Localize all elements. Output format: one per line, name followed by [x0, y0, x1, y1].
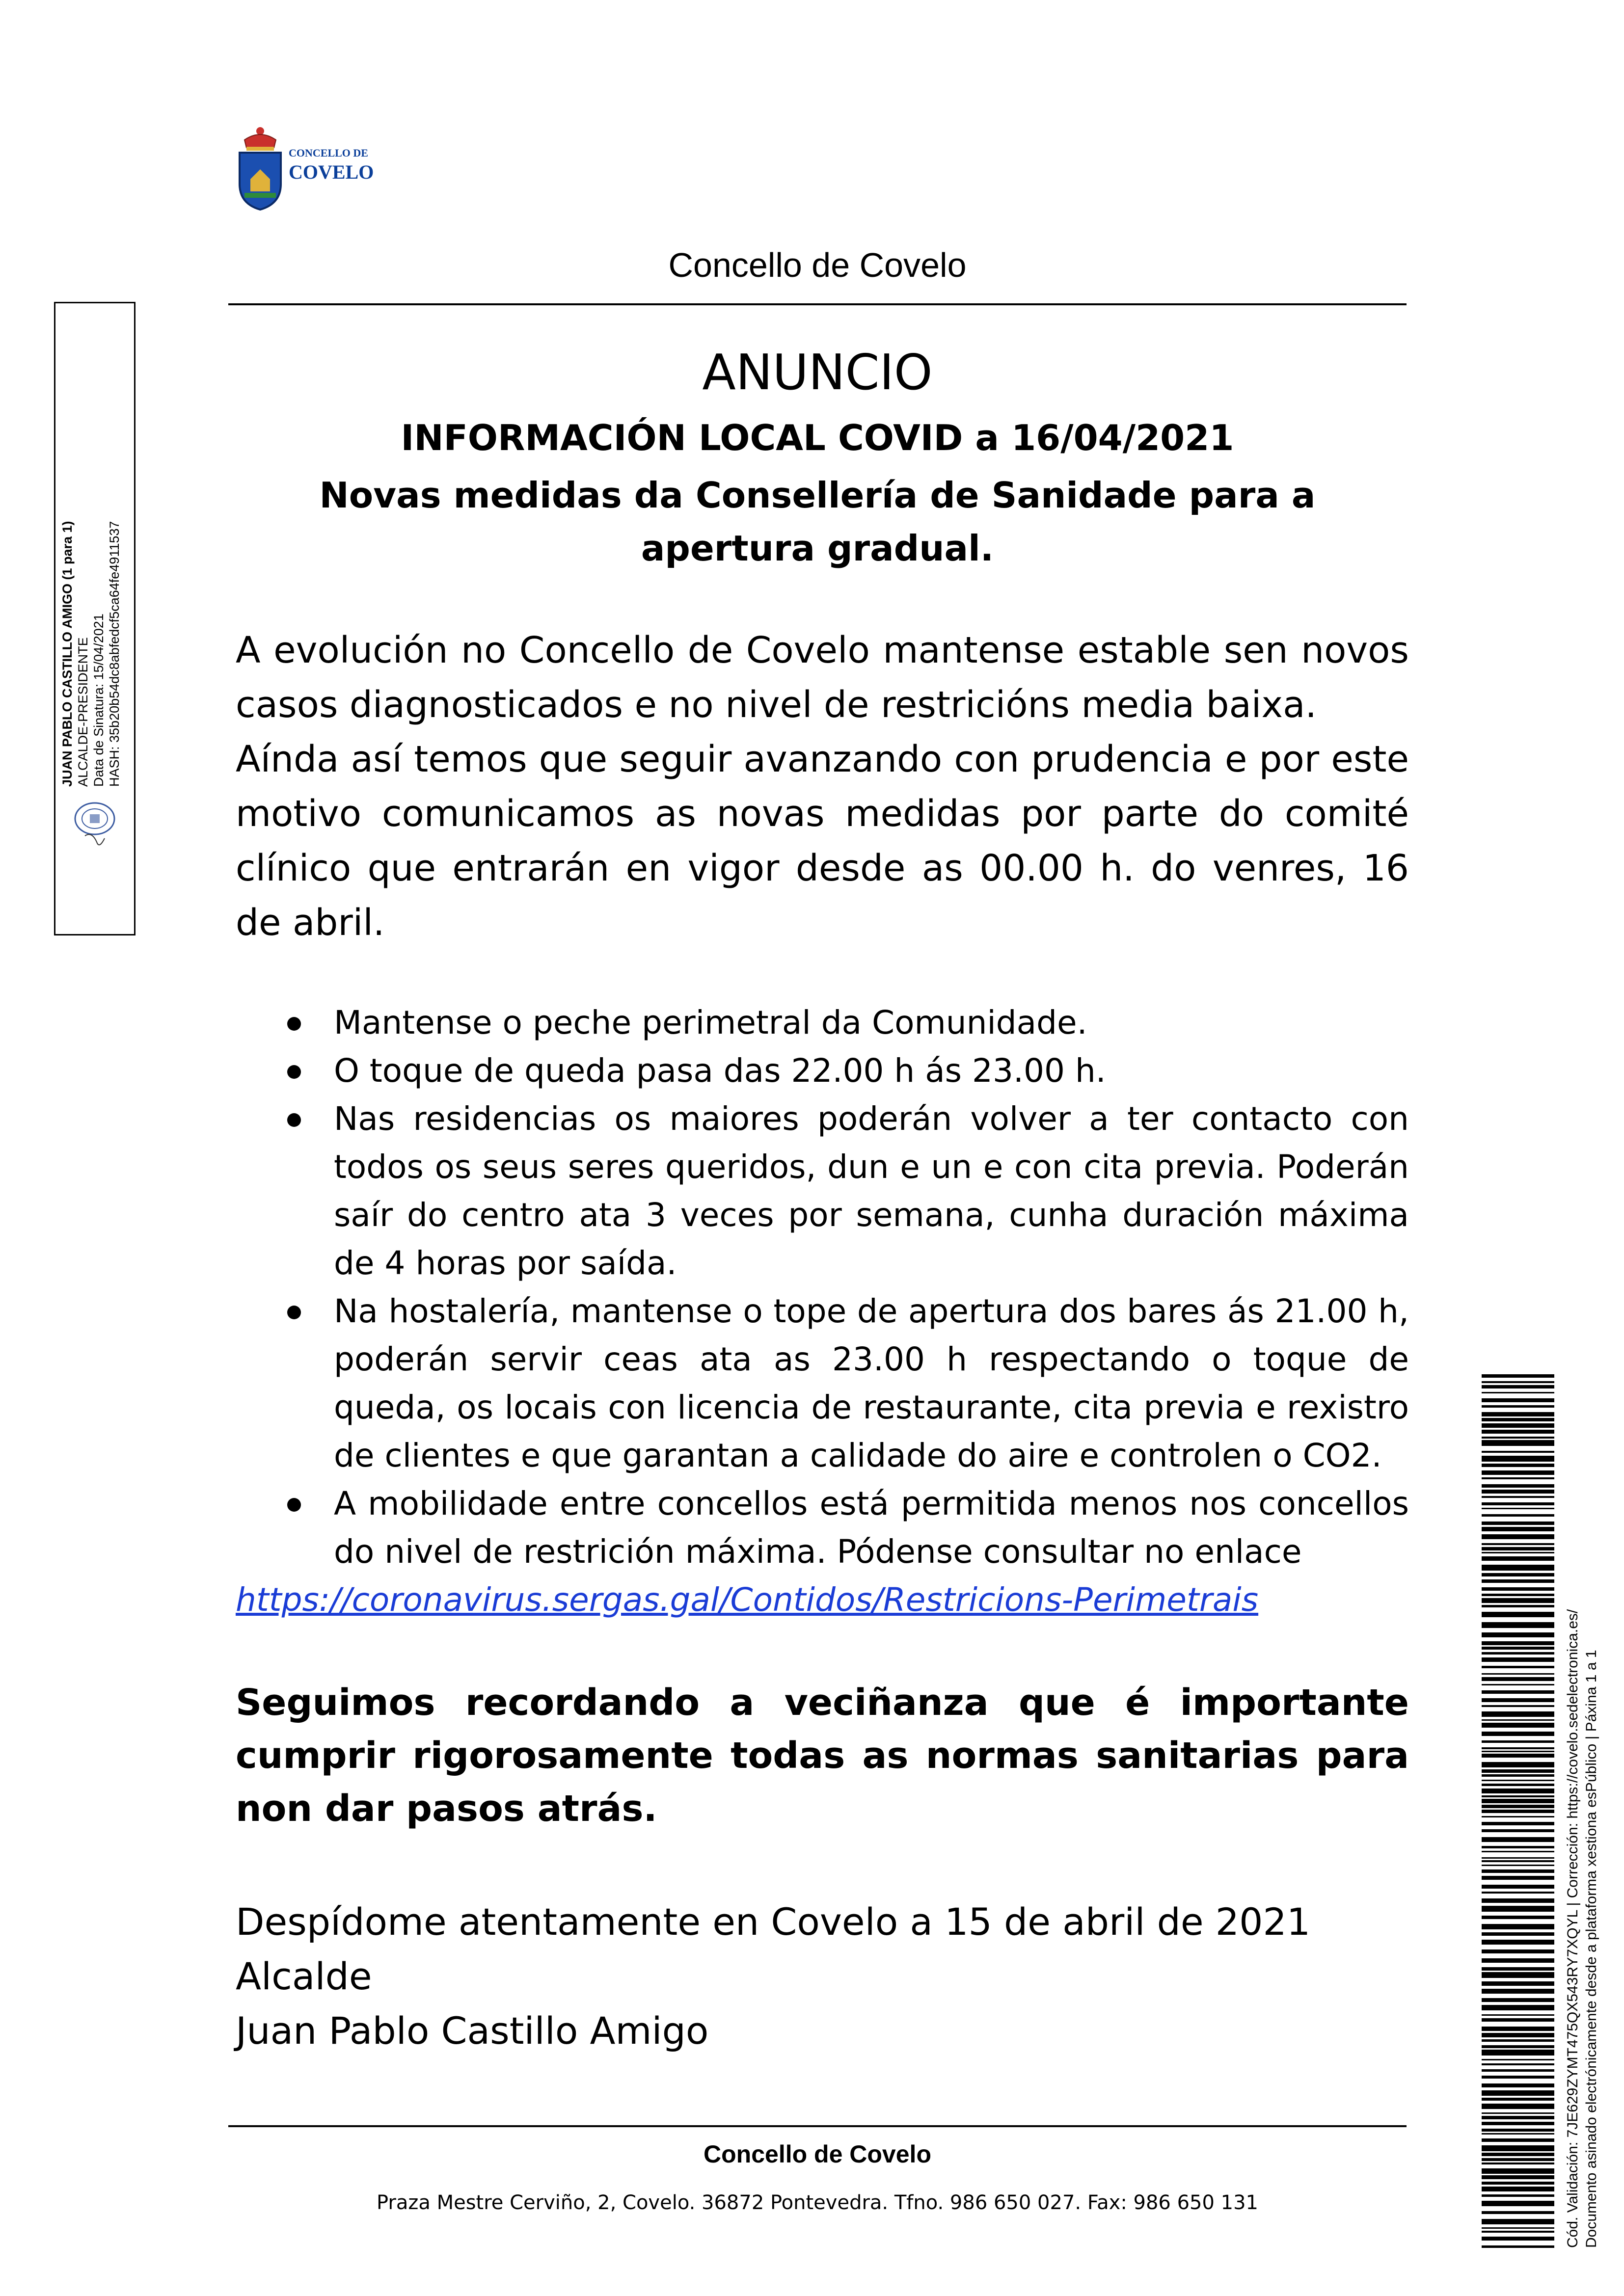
barcode-bar	[1482, 1657, 1554, 1662]
barcode-bar	[1482, 1906, 1554, 1912]
barcode-bar	[1482, 1430, 1554, 1434]
barcode-bar	[1482, 1622, 1554, 1628]
list-item-text: Nas residencias os maiores poderán volver a ter contacto con todos os seus seres queridos, dun e un e con cita previa. Poderán saír do centro ata 3 veces por semana, cunha duración máxima de 4 horas por saída.	[334, 1100, 1409, 1282]
barcode-bar	[1482, 2014, 1554, 2016]
barcode-bar	[1482, 1981, 1554, 1986]
barcode-bar	[1482, 1810, 1554, 1813]
barcode-bar	[1482, 1762, 1554, 1767]
document-title: ANUNCIO	[702, 344, 933, 401]
barcode-bar	[1482, 1508, 1554, 1509]
barcode-bar	[1482, 1916, 1554, 1919]
barcode-bar	[1482, 1641, 1554, 1645]
barcode-bar	[1482, 1989, 1554, 1994]
list-item	[236, 999, 1409, 1047]
barcode-bar	[1482, 1423, 1554, 1428]
barcode-bar	[1482, 1774, 1554, 1777]
barcode-bar	[1482, 1789, 1554, 1793]
reminder-text: Seguimos recordando a veciñanza que é importante cumprir rigorosamente todas as normas sanitarias para non dar pasos atrás.	[236, 1682, 1409, 1830]
barcode-bar	[1482, 2083, 1554, 2087]
barcode-bar	[1482, 1705, 1554, 1707]
barcode-bar	[1482, 1392, 1554, 1393]
barcode-bar	[1482, 1405, 1554, 1408]
barcode-bar	[1482, 1552, 1554, 1553]
barcode-bar	[1482, 1972, 1554, 1978]
barcode-bar	[1482, 2116, 1554, 2119]
barcode-bar	[1482, 1799, 1554, 1803]
barcode-bar	[1482, 1594, 1554, 1596]
signature-hash: HASH: 35b20b54dc8abfedcf5ca64fe4911537	[107, 521, 122, 787]
barcode-bar	[1482, 2153, 1554, 2156]
barcode-bar	[1482, 2005, 1554, 2010]
barcode-bar	[1482, 1464, 1554, 1467]
barcode-bar	[1482, 1932, 1554, 1936]
barcode-bar	[1482, 1440, 1554, 1446]
list-item	[236, 1480, 1409, 1576]
barcode-bar	[1482, 2122, 1554, 2125]
barcode-bar	[1482, 1805, 1554, 1808]
municipal-logo	[236, 125, 383, 214]
barcode-bar	[1482, 1666, 1554, 1668]
barcode-bar	[1482, 1677, 1554, 1681]
barcode-bar	[1482, 1876, 1554, 1880]
barcode-bar	[1482, 1860, 1554, 1862]
barcode-bar	[1482, 2027, 1554, 2031]
barcode-bar	[1482, 2063, 1554, 2065]
barcode-bar	[1482, 2187, 1554, 2191]
barcode-bar	[1482, 1747, 1554, 1749]
barcode-bar	[1482, 1784, 1554, 1786]
barcode-bar	[1482, 1780, 1554, 1781]
barcode-bar	[1482, 1829, 1554, 1832]
barcode-bar	[1482, 1385, 1554, 1388]
barcode-bar	[1482, 1795, 1554, 1797]
closing-line: Despídome atentamente en Covelo a 15 de abril de 2021	[236, 1900, 1311, 1944]
signer-name: Juan Pablo Castillo Amigo	[236, 2009, 709, 2053]
barcode-bar	[1482, 2237, 1554, 2241]
link-row	[236, 1576, 1409, 1624]
barcode-bar	[1482, 1579, 1554, 1583]
bullet-icon	[287, 1017, 301, 1031]
barcode-bar	[1482, 2231, 1554, 2233]
barcode-bar	[1482, 1719, 1554, 1721]
barcode-bar	[1482, 2219, 1554, 2224]
list-item	[236, 1095, 1409, 1287]
barcode-bar	[1482, 1673, 1554, 1675]
bullet-icon	[287, 1113, 301, 1127]
barcode-bar	[1482, 2069, 1554, 2072]
document-subtitle: INFORMACIÓN LOCAL COVID a 16/04/2021	[401, 417, 1234, 458]
barcode-bar	[1482, 1751, 1554, 1752]
barcode-bar	[1482, 1547, 1554, 1550]
barcode-bar	[1482, 2112, 1554, 2114]
signature-text	[59, 521, 122, 787]
barcode-bar	[1482, 1723, 1554, 1728]
barcode-bar	[1482, 1598, 1554, 1603]
barcode-bar	[1482, 1496, 1554, 1498]
list-item-text: Mantense o peche perimetral da Comunidade.	[334, 1004, 1087, 1041]
signer-position: ALCALDE-PRESIDENTE	[76, 637, 90, 787]
barcode-bar	[1482, 1374, 1554, 1378]
barcode-bar	[1482, 2045, 1554, 2048]
barcode-bar	[1482, 1477, 1554, 1479]
barcode-bar	[1482, 2201, 1554, 2206]
barcode-bar	[1482, 1684, 1554, 1685]
footer-address: Praza Mestre Cerviño, 2, Covelo. 36872 Pontevedra. Tfno. 986 650 027. Fax: 986 650 131	[376, 2191, 1258, 2214]
list-item-text: Na hostalería, mantense o tope de apertura dos bares ás 21.00 h, poderán servir ceas ata as 23.00 h respectando o toque de queda, os locais con licencia de restaurante, cita previa e rexistro de clientes e que garantan a calidade do aire e controlen o CO2.	[334, 1292, 1409, 1474]
barcode-bar	[1482, 2098, 1554, 2101]
barcode-bar	[1482, 1456, 1554, 1462]
barcode-bar	[1482, 1769, 1554, 1773]
barcode-bar	[1482, 1711, 1554, 1717]
barcode-bar	[1482, 2163, 1554, 2164]
barcode-bar	[1482, 2129, 1554, 2132]
barcode-bar	[1482, 1698, 1554, 1702]
barcode-bar	[1482, 1522, 1554, 1525]
barcode-bar	[1482, 1451, 1554, 1453]
list-item	[236, 1287, 1409, 1480]
barcode-bar	[1482, 1652, 1554, 1655]
barcode-bar	[1482, 1565, 1554, 1571]
signature-date: Data de Sinatura: 15/04/2021	[91, 614, 106, 787]
intro-paragraph-2: Aínda así temos que seguir avanzando con prudencia e por este motivo comunicamos as novas medidas por parte do comité clínico que entrarán en vigor desde as 00.00 h. do venres, 16 de abril.	[236, 738, 1409, 944]
bullet-icon	[287, 1306, 301, 1319]
footer-divider	[228, 2125, 1407, 2127]
barcode-bar	[1482, 1857, 1554, 1859]
list-item	[236, 1047, 1409, 1095]
barcode-bar	[1482, 1949, 1554, 1953]
barcode-bar	[1482, 1612, 1554, 1617]
header-title: Concello de Covelo	[668, 246, 967, 284]
barcode-bar	[1482, 1851, 1554, 1852]
barcode-bar	[1482, 1514, 1554, 1517]
barcode-bar	[1482, 1958, 1554, 1963]
barcode-icon	[1482, 1374, 1554, 2248]
barcode-bar	[1482, 1470, 1554, 1475]
barcode-bar	[1482, 2227, 1554, 2229]
barcode-bar	[1482, 1534, 1554, 1539]
barcode-bar	[1482, 1647, 1554, 1650]
barcode-bar	[1482, 1490, 1554, 1494]
barcode-bar	[1482, 2194, 1554, 2197]
logo-text-line1: CONCELLO DE	[289, 147, 368, 159]
barcode-bar	[1482, 1605, 1554, 1607]
barcode-bar	[1482, 1632, 1554, 1637]
validation-code-line: Cód. Validación: 7JE629ZYMT475QX543RY7XQYL | Corrección: https://covelo.sedelectronica.es/	[1565, 1609, 1581, 2248]
restrictions-link[interactable]: https://coronavirus.sergas.gal/Contidos/Restricions-Perimetrais	[236, 1581, 1259, 1619]
barcode-bar	[1482, 1816, 1554, 1817]
barcode-bar	[1482, 1484, 1554, 1488]
barcode-bar	[1482, 1527, 1554, 1531]
barcode-bar	[1482, 2104, 1554, 2109]
barcode-bar	[1482, 2090, 1554, 2096]
barcode-bar	[1482, 2059, 1554, 2060]
signer-full-name: JUAN PABLO CASTILLO AMIGO (1 para 1)	[60, 521, 75, 787]
barcode-bar	[1482, 1398, 1554, 1402]
barcode-bar	[1482, 1837, 1554, 1842]
barcode-bar	[1482, 2039, 1554, 2042]
barcode-bar	[1482, 1846, 1554, 1848]
barcode-bar	[1482, 1967, 1554, 1971]
barcode-bar	[1482, 2158, 1554, 2161]
barcode-bar	[1482, 1543, 1554, 1545]
barcode-bar	[1482, 1556, 1554, 1561]
intro-text	[236, 623, 1409, 950]
logo-text-line2: COVELO	[289, 161, 374, 183]
barcode-bar	[1482, 1940, 1554, 1945]
barcode-bar	[1482, 1573, 1554, 1576]
barcode-bar	[1482, 1740, 1554, 1743]
list-item-text: O toque de queda pasa das 22.00 h ás 23.00 h.	[334, 1052, 1106, 1090]
barcode-bar	[1482, 1892, 1554, 1894]
barcode-bar	[1482, 1587, 1554, 1591]
footer-title: Concello de Covelo	[704, 2140, 931, 2168]
bullet-icon	[287, 1065, 301, 1079]
barcode-bar	[1482, 1690, 1554, 1694]
barcode-bar	[1482, 1924, 1554, 1929]
barcode-bar	[1482, 2182, 1554, 2185]
closing-block	[236, 1895, 1409, 2058]
document-subtitle-2: Novas medidas da Consellería de Sanidade para a apertura gradual.	[319, 475, 1316, 569]
barcode-bar	[1482, 1898, 1554, 1903]
barcode-bar	[1482, 2168, 1554, 2174]
validation-platform-line: Documento asinado electrónicamente desde a plataforma xestiona esPúblico | Páxina 1 a 1	[1583, 1650, 1599, 2248]
barcode-bar	[1482, 2211, 1554, 2214]
barcode-bar	[1482, 2245, 1554, 2248]
barcode-bar	[1482, 2138, 1554, 2142]
barcode-bar	[1482, 2133, 1554, 2135]
barcode-bar	[1482, 1437, 1554, 1439]
barcode-bar	[1482, 1418, 1554, 1421]
barcode-bar	[1482, 2076, 1554, 2079]
barcode-bar	[1482, 2145, 1554, 2151]
barcode-bar	[1482, 1381, 1554, 1383]
barcode-bar	[1482, 1754, 1554, 1758]
validation-text	[1564, 1512, 1601, 2248]
barcode-bar	[1482, 1998, 1554, 2002]
measures-list	[236, 999, 1409, 1624]
barcode-bar	[1482, 1865, 1554, 1866]
barcode-bar	[1482, 1732, 1554, 1736]
signature-box	[54, 302, 135, 935]
barcode-bar	[1482, 1412, 1554, 1416]
barcode-bar	[1482, 1885, 1554, 1889]
coat-of-arms-icon	[236, 125, 285, 214]
barcode-bar	[1482, 1822, 1554, 1825]
list-item-text: A mobilidade entre concellos está permitida menos nos concellos do nivel de restrición máxima. Pódense consultar no enlace	[334, 1485, 1409, 1571]
seal-stamp-icon	[70, 797, 119, 851]
barcode-bar	[1482, 2050, 1554, 2056]
barcode-bar	[1482, 1502, 1554, 1505]
barcode-bar	[1482, 2018, 1554, 2022]
barcode-bar	[1482, 2033, 1554, 2037]
barcode-bar	[1482, 2175, 1554, 2179]
bullet-icon	[287, 1498, 301, 1512]
barcode-bar	[1482, 1869, 1554, 1873]
header-divider	[228, 303, 1407, 305]
signer-role: Alcalde	[236, 1954, 372, 1998]
intro-paragraph-1: A evolución no Concello de Covelo mantense estable sen novos casos diagnosticados e no nivel de restricións media baixa.	[236, 629, 1409, 726]
